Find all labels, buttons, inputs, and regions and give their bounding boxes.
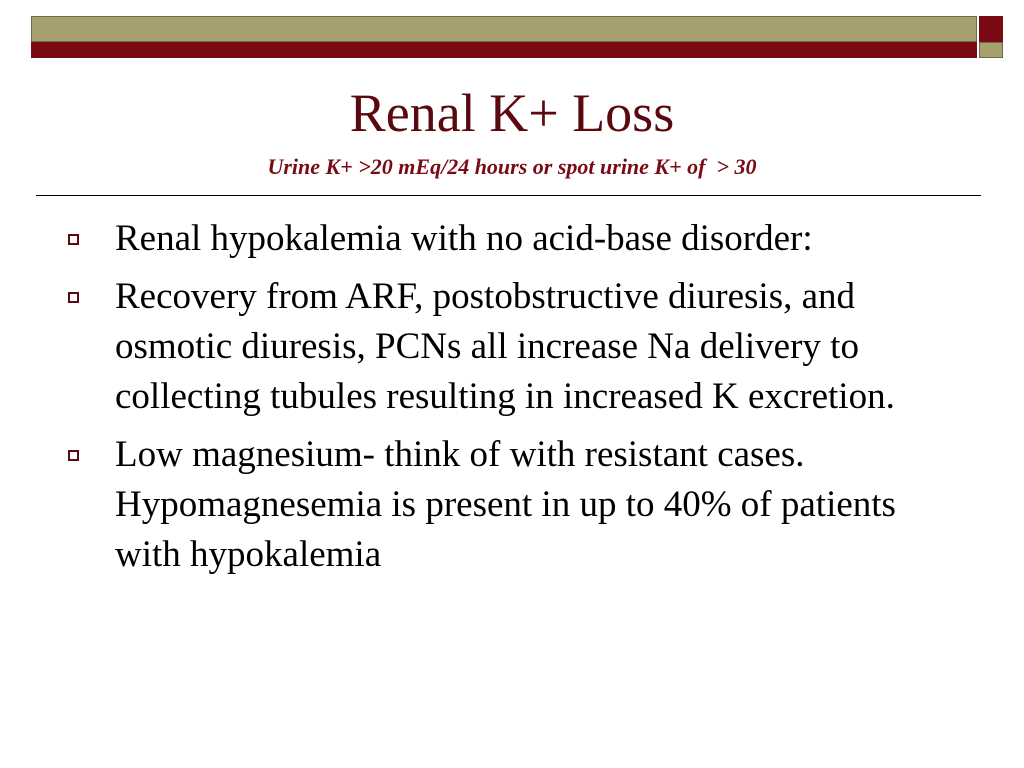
bullet-text: Low magnesium- think of with resistant cases. Hypomagnesemia is present in up to 40% of patients with hypokalemia [115,434,896,575]
slide-title: Renal K+ Loss [349,83,675,143]
slide-subtitle: Urine K+ >20 mEq/24 hours or spot urine K+ of > 30 [267,154,757,179]
hollow-square-icon [68,450,79,461]
title-divider [36,195,981,196]
header-bar-maroon [31,42,977,58]
bullet-text: Renal hypokalemia with no acid-base disorder: [115,218,813,259]
header-bar-olive [31,16,977,42]
header-square-maroon [979,16,1003,42]
header-square-olive [979,42,1003,58]
bullet-list [66,214,966,588]
bullet-item [66,272,966,422]
bullet-text: Recovery from ARF, postobstructive diuresis, and osmotic diuresis, PCNs all increase Na delivery to collecting tubules resulting in increased K excretion. [115,276,895,417]
hollow-square-icon [68,234,79,245]
bullet-item [66,214,966,264]
hollow-square-icon [68,292,79,303]
bullet-item [66,430,966,580]
